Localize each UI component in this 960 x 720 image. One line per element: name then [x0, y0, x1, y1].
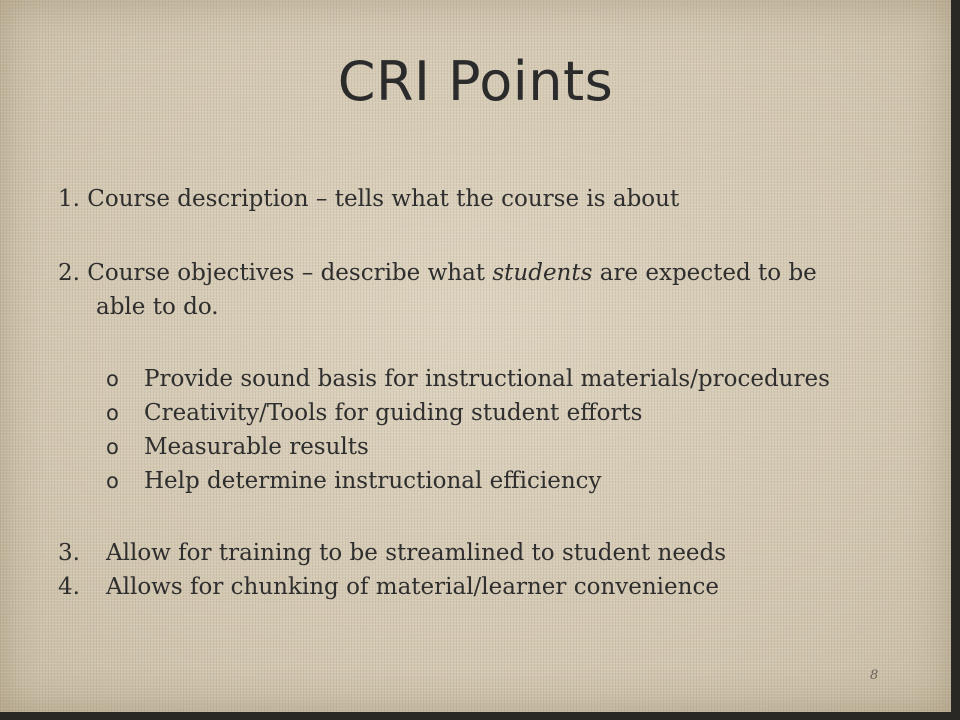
bullet-item [106, 430, 926, 464]
list-item-2 [58, 256, 908, 324]
page-number: 8 [870, 668, 879, 683]
item-text-after: are expected to be [592, 260, 817, 286]
bullet-text: Measurable results [144, 434, 369, 460]
item-number: 4. [58, 574, 80, 600]
bullet-marker: o [106, 435, 119, 459]
item-text-continuation: able to do. [96, 294, 219, 320]
item-text-before: Course objectives – describe what [87, 260, 493, 286]
item-number: 3. [58, 540, 80, 566]
item-text-emphasis: students [492, 260, 593, 286]
item-text: Course description – tells what the course is about [87, 186, 680, 212]
bullet-text: Creativity/Tools for guiding student efforts [144, 400, 643, 426]
bullet-marker: o [106, 469, 119, 493]
numbered-list-continued [58, 536, 908, 604]
bullet-item [106, 396, 926, 430]
list-item-4 [58, 570, 908, 604]
item-number: 2. [58, 260, 80, 286]
slide-title: CRI Points [337, 50, 614, 113]
bullet-text: Provide sound basis for instructional materials/procedures [144, 366, 830, 392]
item-text: Allows for chunking of material/learner convenience [106, 574, 719, 600]
bullet-item [106, 464, 926, 498]
list-item-1 [58, 182, 908, 216]
bullet-marker: o [106, 367, 119, 391]
item-text: Allow for training to be streamlined to student needs [106, 540, 727, 566]
list-item-3 [58, 536, 908, 570]
item-number: 1. [58, 186, 80, 212]
objectives-bullet-list [106, 362, 926, 498]
bullet-item [106, 362, 926, 396]
bullet-text: Help determine instructional efficiency [144, 468, 602, 494]
bullet-marker: o [106, 401, 119, 425]
